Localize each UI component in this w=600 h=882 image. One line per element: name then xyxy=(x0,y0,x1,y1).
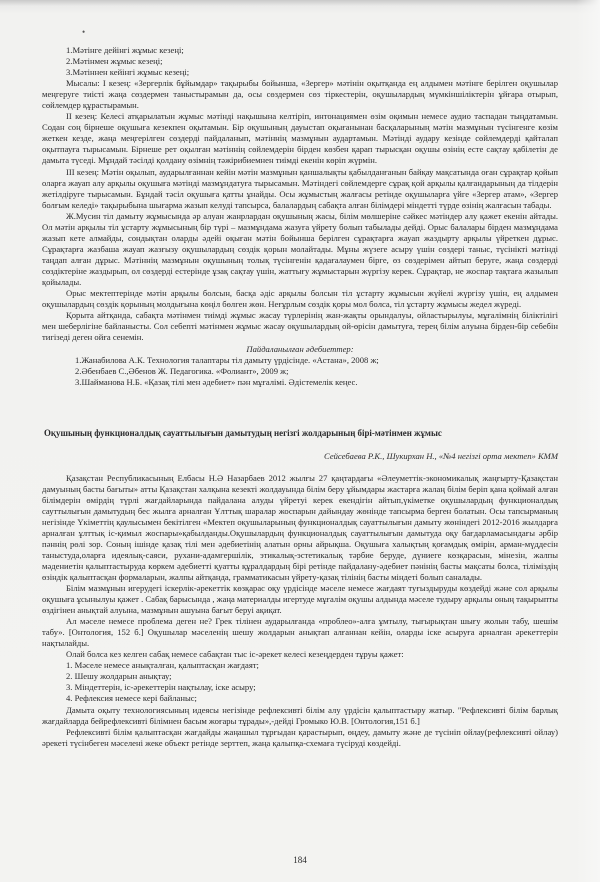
article-closing-paragraph: Дамыта оқыту технологиясының идеясы негізінде рефлексивті білім алу үрдісін қалыптастыру жатыр. "Рефлексивті білім барлық жағдайларда бейрефлексивті білімнен басым жоғары тұрады»,-дейді Громыко Ю.В. [Онтология,151 б.] xyxy=(42,704,558,726)
references-heading: Пайдаланылған әдебиеттер: xyxy=(246,344,354,355)
reference-item: 1.Жанабилова А.К. Технология талаптары тіл дамыту үрдісінде. «Астана», 2008 ж; xyxy=(75,355,379,366)
page-number: 184 xyxy=(293,855,307,865)
scan-speck: • xyxy=(82,27,86,37)
article-paragraph: Олай болса кез келген сабақ немесе сабақтан тыс іс-әрекет келесі кезеңдерден тұруы қажет: xyxy=(66,649,404,660)
step-item: 4. Рефлексия немесе кері байланыс; xyxy=(66,693,197,704)
step-item: 3. Міндеттерін, іс-әрекеттерін нақтылау, іске асыру; xyxy=(66,682,256,693)
work-stages-list xyxy=(42,45,558,78)
step-item: 2. Шешу жолдарын анықтау; xyxy=(66,671,172,682)
paragraph-conclusion: Қорыта айтқанда, сабақта мәтінмен тиімді жұмыс жасау түрлерінің жан-жақты орындалуы, ойластырылуы, мұғалімнің біліктілігі мен шеберлігіне байланысты. Сол себепті мәтінмен жұмыс жасау оқушылардың ой-өрісін дамытуға, терең білім алуына бірден-бір себебін тигізеді деген ойға сенемін. xyxy=(42,310,558,343)
reference-item: 2.Әбенбаев С.,Әбенов Ж. Педагогика. «Фолиант», 2009 ж; xyxy=(75,366,289,377)
article-closing-paragraph: Рефлексивті білім қалыптасқан жағдайды жаңашыл тұрғыдан қарастырып, өңдеу, дамыту және де түсініп ойлау(рефлексивті ойлау) әрекеті түсінбеген мәселені жеке объект ретінде зерттеп, жаңа қалыпқа-схемаға түсіруді көздейді. xyxy=(42,726,558,748)
article-paragraph: Ал мәселе немесе проблема деген не? Грек тілінен аударылғанда «проблео»-алға ұмтылу, тығырықтан шығу жолын табу, шешім табу». [Онтология, 152 б.] Оқушылар мәселенің шешу жолдарын анықтап алғаннан кейін, оларды іске асыруға арналған әрекеттерін нақтылайды. xyxy=(42,616,558,649)
stage-item: 3.Мәтіннен кейінгі жұмыс кезеңі; xyxy=(66,67,190,78)
lesson-steps-list xyxy=(42,660,558,704)
paragraph-stage-2: II кезең: Келесі атқарылатын жұмыс мәтінді нақышына келтіріп, интонациямен өзім оқимын немесе аудио таспадан тыңдатамын. Содан соң бірнеше оқушыға кезекпен оқытамын. Бір оқушының дауыстап оқығанынан басқаларының мәтін мазмұнын түсінгенге көзім жеткен кезде, жаңа меңгерілген сөздерді пайдаланып, мәтіннің мазмұнын аудартамын. Мәтінді аудару кезінде сөйлемдерді қайталап оқытпауға тырысамын. Бірнеше рет оқылған мәтіннің сөйлемдерін бірден көзбен қарап тырысқан оқушы өзінің есте сақтау қабілетін де дамыта түседі. Мұндай тәсілді қолдану өзімнің тәжірибиемнен тиімді екенін көріп жүрмін. xyxy=(42,111,558,166)
stage-item: 1.Мәтінге дейінгі жұмыс кезеңі; xyxy=(66,45,184,55)
step-item: 1. Мәселе немесе анықталған, қалыптасқан жағдаят; xyxy=(66,660,259,671)
references-list xyxy=(42,355,558,388)
paragraph-russian-schools: Орыс мектептерінде мәтін арқылы болсын, басқа әдіс арқылы болсын тіл ұстарту жұмысын жүйелі жүргізу үшін, ең алдымен оқушылардың сөздік қорының молдығына көңіл бөлген жөн. Неғұрлым сөздік қоры мол болса, тіл ұстарту жұмысы жедел жүреді. xyxy=(42,288,558,310)
paragraph-stage-3: III кезең: Мәтін оқылып, аударылғаннан кейін мәтін мазмұнын қаншалықты қабылданғанын байқау мақсатында оған сұрақтар қойып оларға жауап алу арқылы оқушыға мәтінді мазмұндатуға тырысамын. Мәтіндегі сөйлемдерге сұрақ қой арқылы қалғандарының да тілдерін жетілдіруге тырысамын. Бұндай тәсіл оқушыға қатты ұнайды. Осы жұмыстың жалғасы ретінде оқушыларға үйге «Зергер атам», «Зергер болғым келеді» тақырыбына шығарма жазып келуді тапсырса, балалардың сабақта алған білімдері міндетті түрде өзінің жалғасын табады. xyxy=(42,166,558,210)
paragraph-example-stage-1: Мысалы: I кезең: «Зергерлік бұйымдар» тақырыбы бойынша, «Зергер» мәтінін оқытқанда ең алдымен мәтінге берілген оқушылар меңгеруге тиісті жаңа сөздермен таныстырамын да, осы сөздермен сөз тіркестерін, оқушылардың мүмкіншіліктерін ұйғара отырып, сөйлемдер құрастырамын. xyxy=(42,78,558,111)
article-authors: Сейсебаева Р.К., Шукирхан Н., «№4 негізгі орта мектеп» КММ xyxy=(324,450,558,461)
article-paragraph: Білім мазмұнын игерудегі іскерлік-әрекеттік көзқарас оқу үрдісінде мәселе немесе жағдаят туғыздыруды көздейді және сол арқылы оқушыға ұсынылуы қажет . Сабақ барысында , жаңа материалды игертуде мұғалім оқушы алдында мәселе тудыру арқылы оның тақырыпты өздігінен анықтай алуына, мазмұнын ашуына бағыт беруі ақиқат. xyxy=(42,583,558,616)
reference-item: 3.Шайманова Н.Б. «Қазақ тілі мен әдебиет» пән мұғалімі. Әдістемелік кеңес. xyxy=(75,377,358,388)
stage-item: 2.Мәтінмен жұмыс кезеңі; xyxy=(66,56,163,67)
section-spacer xyxy=(42,388,558,428)
article-paragraph: Қазақстан Республикасының Елбасы Н.Ә Назарбаев 2012 жылғы 27 қаңтардағы «Әлеуметтік-экономикалық жаңғырту-Қазақстан дамуының басты бағыты» атты Қазақстан халқына кезекті жолдауында білім беру ұйымдары жастарға жалаң білім беріп қана қоймай алған білімдерін өмірдің түрлі жағдайларында пайдалана алуды үйретуі керек екендігін айтып,үкіметке оқушылардың функционалдық сауттылығын дамытудың бес жылға арналған Ұлттық шаралар жоспарын дайындау жөнінде тапсырма берген болатын. Осы тапсырманың негізінде Үкіметтің қаулысымен бекітілген «Мектеп оқушыларының функционалдық сауаттылығын дамыту жөніндегі 2012-2016 жылдарға арналған ұлттық іс-қимыл жоспары»қабылданды.Оқушылардың функционалдық сауаттылығын дамытуда оқу бағдарламасындағы әрбір пәннің рөлі зор. Соның ішінде қазақ тілі мен әдебиетінің алатын орны айрықша. Оқушыға халықтың қоғамдық өмірін, арман-мүддесін таныстуда,оларға идеялық-саяси, рухани-адамгершілік, этикалық-эстетикалық тәрбие беруде, дүниеге көзқарасын, мінезін, жалпы мәдениетін қалыптастыруда көркем әдебиетті қуатты құралдардың бірі ретінде пайдалану-әдебиет пәнінің басты мақсаты болса, тіліміздің өзіндік қалыптасқан формаларын, жалпы айтқанда, грамматикасын үйрету-қазақ тілінің басты міндеті болып саналады. xyxy=(42,472,558,582)
paragraph-musin: Ж.Мусин тіл дамыту жұмысында әр алуан жанрлардан оқушының жасы, білім мөлшеріне сәйкес мәтіндер алу қажет екенін айтады. Ол мәтін арқылы тіл ұстарту жұмысының бір түрі – мазмұндама жазуға үйрету болып табылады дейді. Орыс балалары бірден мазмұндама жазып кете алмайды, сондықтан оларды әдейі оқыған мәтін бойынша берілген сұрақтарға жауап жаздырту арқылы үйреткен дұрыс. Сұрақтарға жазбаша жауап жазғызу оқушылардың сөздік қорын молайтады. Мұны жүзеге асыру үшін сөздері таныс, түсінікті мәтінді таңдап алған дұрыс. Мәтіннің мазмұнын оқушының толық түсінгенін қадағалаумен бірге, өз сөздерімен айтып беруге, жаңа сөздерді сөздіктеріне жаздырып, ол сөздерді естерінде ұзақ сақтау үшін, жаттығу жұмыстарын жүргізу керек. Сұрақтар, не жоспар тақтаға жазылып қойылады. xyxy=(42,210,558,287)
article-title: Оқушының функционалдық сауаттылығын дамытудың негізгі жолдарының бірі-мәтінмен жұмыс xyxy=(44,428,442,439)
page-content xyxy=(42,45,558,749)
